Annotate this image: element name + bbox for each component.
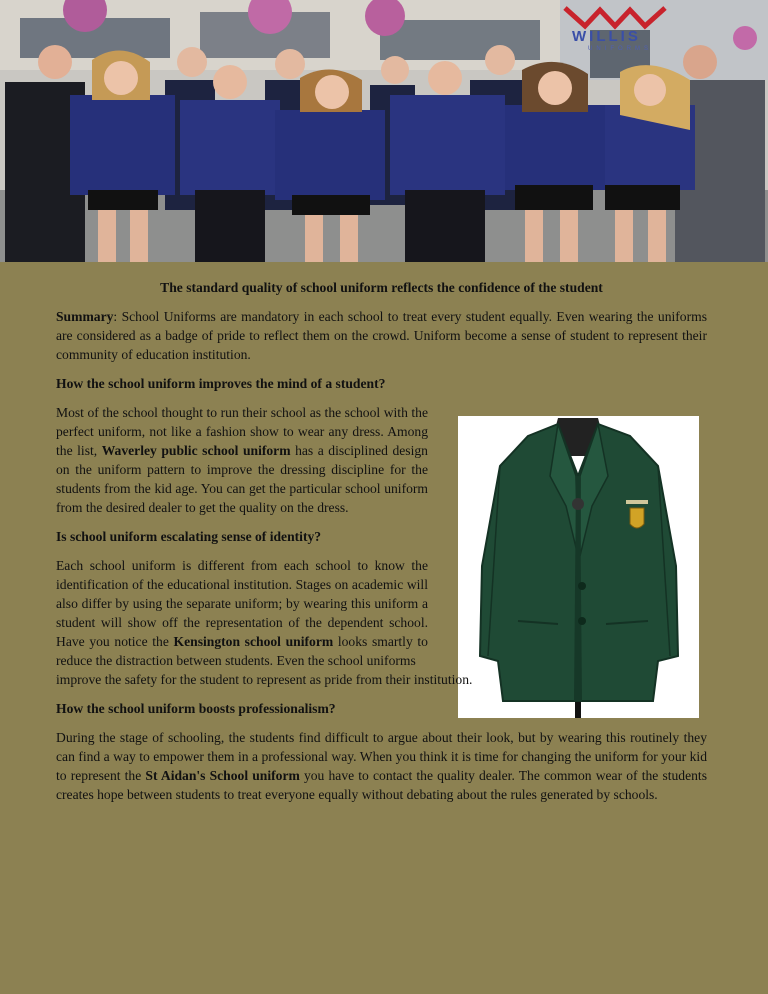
hero-photo (0, 0, 768, 262)
document-body (56, 278, 707, 814)
summary-text: : School Uniforms are mandatory in each school to treat every student equally. Even wearing the uniforms are considered as a badge of pride to reflect them on the crowd. Uniform become a sense of student to represent their community of education institution. (56, 309, 707, 362)
p3-text-a: During the stage of schooling, the students find difficult to argue about their look, but by wearing this routinely they can find a way to empower them in a professional way. When you think it is time for changing the uniform for your kid to represent the (56, 730, 707, 783)
paragraph-professionalism (56, 728, 707, 804)
p1-text-a: Most of the school thought to run their school as the school with the perfect uniform, not like a fashion show to wear any dress. Among the list, (56, 405, 428, 458)
heading-improves-mind: How the school uniform improves the mind of a student? (56, 376, 386, 391)
paragraph-improves-mind (56, 403, 428, 517)
summary-label: Summary (56, 309, 114, 324)
page-title: The standard quality of school uniform reflects the confidence of the student (160, 280, 603, 295)
kensington-uniform-link-text: Kensington school uniform (173, 634, 334, 649)
p2-text-c: improve the safety for the student to represent as pride from their institution. (56, 672, 473, 687)
st-aidans-uniform-link-text: St Aidan's School uniform (145, 768, 300, 783)
brand-logo-text: WILLIS (572, 28, 641, 45)
heading-sense-of-identity: Is school uniform escalating sense of identity? (56, 529, 322, 544)
paragraph-sense-of-identity (56, 556, 707, 689)
p3-text-b: you have to contact the quality dealer. The common wear of the students creates hope between students to treat everyone equally without debating about the rules generated by schools. (56, 768, 707, 802)
p2-text-a: Each school uniform is different from each school to know the identification of the educational institution. Stages on academic will also differ by using the separate uniform; by wearing this uniform a student will show off the representation of the dependent school. Have you notice the (56, 558, 428, 649)
waverley-uniform-link-text: Waverley public school uniform (101, 443, 291, 458)
summary-paragraph (56, 307, 707, 364)
p2-text-b: looks smartly to reduce the distraction between students. Even the school uniforms (56, 634, 428, 668)
p1-text-b: has a disciplined design on the uniform pattern to improve the dressing discipline for the students from the kid age. You can get the particular school uniform from the desired dealer to get the quality on the dress. (56, 443, 428, 515)
group-photo-illustration (0, 0, 768, 262)
heading-professionalism: How the school uniform boosts professionalism? (56, 701, 336, 716)
brand-logo-subtext: UNIFORMS (588, 46, 652, 52)
